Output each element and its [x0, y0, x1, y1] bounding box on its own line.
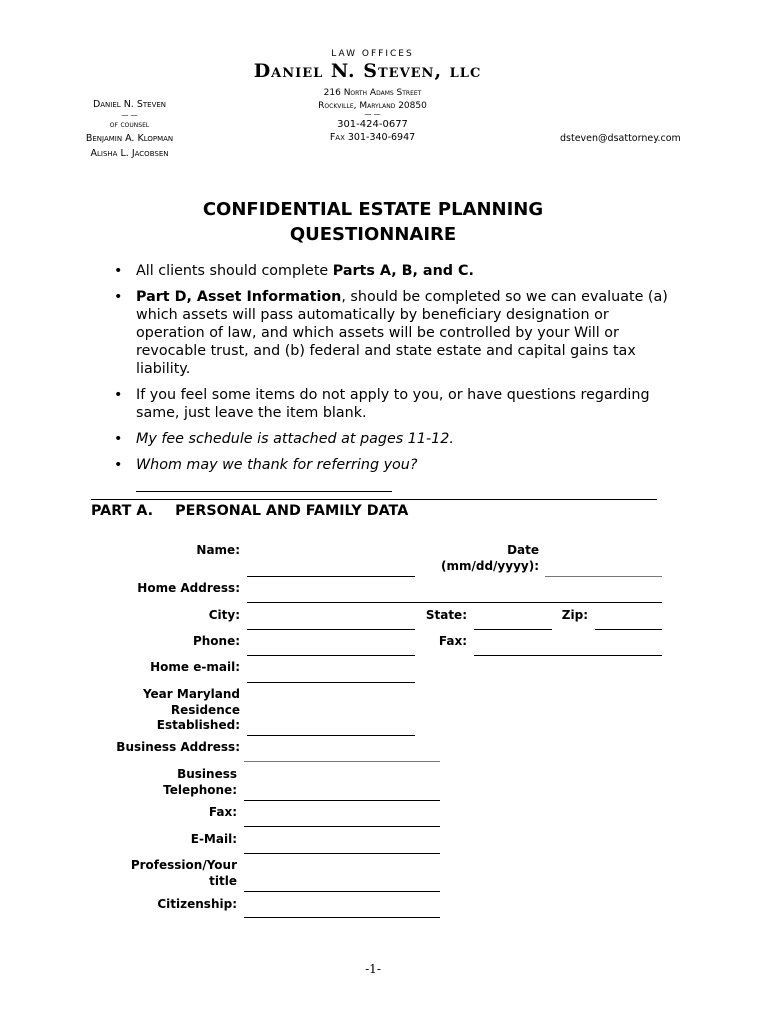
label-line: Residence: [170, 702, 240, 717]
bullet-text: If you feel some items do not apply to you, or have questions regarding same, just leave the item blank.: [136, 387, 650, 421]
label-line: title: [209, 873, 237, 888]
business-telephone-label: [163, 767, 237, 798]
bullet-text: My fee schedule is attached at pages 11-12.: [136, 431, 454, 447]
name-label: Name:: [196, 543, 240, 557]
list-item: [110, 430, 670, 448]
firm-fax: Fax 301-340-6947: [329, 132, 416, 143]
fax-field[interactable]: [474, 655, 662, 656]
of-counsel-label: of counsel: [109, 120, 150, 129]
date-label-line1: Date: [507, 543, 539, 557]
home-address-label: Home Address:: [137, 581, 240, 595]
label-line: Established:: [156, 718, 240, 732]
bullet-text: , should be completed so we can evaluate (a) which assets will pass automatically by beneficiary designation or operation of law, and which assets will be controlled by your Will or revocable trust, and (b) federal and state estate and capital gains tax liability.: [136, 289, 668, 377]
business-telephone-field[interactable]: [244, 800, 440, 801]
part-title: PERSONAL AND FAMILY DATA: [175, 503, 409, 519]
zip-label: Zip:: [561, 608, 588, 622]
phone-label: Phone:: [192, 634, 240, 648]
attorney-divider: — —: [121, 111, 138, 119]
section-divider: [91, 499, 657, 500]
list-item: [110, 456, 670, 492]
business-address-label: Business Address:: [116, 740, 240, 754]
counsel-name-1: Benjamin A. Klopman: [85, 133, 174, 144]
year-md-residence-label: [143, 687, 240, 734]
date-field[interactable]: [545, 576, 662, 577]
list-item: [110, 262, 670, 280]
business-address-field[interactable]: [244, 761, 440, 762]
firm-phone: 301-424-0677: [337, 119, 408, 130]
year-md-residence-field[interactable]: [247, 735, 415, 736]
date-label: [441, 543, 539, 574]
page-number: -1-: [365, 962, 381, 976]
counsel-name-2: Alisha L. Jacobsen: [90, 148, 169, 159]
bullet-text: All clients should complete: [136, 263, 333, 279]
address-divider: — —: [364, 110, 381, 118]
home-email-field[interactable]: [247, 682, 415, 683]
state-field[interactable]: [474, 629, 552, 630]
business-email-field[interactable]: [244, 853, 440, 854]
citizenship-label: Citizenship:: [157, 897, 237, 911]
business-fax-field[interactable]: [244, 826, 440, 827]
document-title: [0, 197, 746, 247]
business-fax-label: Fax:: [208, 805, 237, 819]
zip-field[interactable]: [595, 629, 662, 630]
home-email-label: Home e-mail:: [150, 660, 240, 674]
firm-city: Rockville, Maryland 20850: [318, 101, 427, 111]
firm-email: dsteven@dsattorney.com: [560, 133, 681, 144]
attorney-name: Daniel N. Steven: [92, 99, 167, 110]
firm-name: Daniel N. Steven, llc: [253, 60, 482, 82]
profession-label: [131, 858, 237, 889]
instructions-list: [110, 262, 670, 500]
label-line: Year Maryland: [142, 687, 240, 701]
part-label: PART A.: [91, 503, 154, 519]
bullet-bold: Parts A, B, and C.: [332, 263, 474, 279]
firm-street: 216 North Adams Street: [323, 88, 422, 98]
name-field[interactable]: [247, 576, 415, 577]
list-item: [110, 288, 670, 378]
fax-label: Fax:: [438, 634, 467, 648]
bullet-text: Whom may we thank for referring you?: [136, 457, 418, 473]
date-label-line2: (mm/dd/yyyy):: [440, 558, 539, 573]
part-a-heading: [91, 503, 408, 519]
phone-field[interactable]: [247, 655, 415, 656]
city-field[interactable]: [247, 629, 415, 630]
attorney-list: [58, 97, 201, 161]
referral-input-line[interactable]: [136, 474, 392, 492]
profession-field[interactable]: [244, 891, 440, 892]
label-line: Profession/Your: [130, 858, 237, 872]
list-item: [110, 386, 670, 422]
home-address-field[interactable]: [247, 602, 662, 603]
business-email-label: E-Mail:: [190, 832, 237, 846]
law-offices-label: LAW OFFICES: [331, 49, 414, 59]
label-line: Business: [177, 767, 237, 781]
citizenship-field[interactable]: [244, 917, 440, 918]
title-line-2: QUESTIONNAIRE: [289, 224, 457, 245]
state-label: State:: [425, 608, 467, 622]
title-line-1: CONFIDENTIAL ESTATE PLANNING: [202, 199, 544, 220]
label-line: Telephone:: [163, 782, 237, 797]
bullet-bold: Part D, Asset Information: [136, 289, 342, 305]
city-label: City:: [208, 608, 240, 622]
